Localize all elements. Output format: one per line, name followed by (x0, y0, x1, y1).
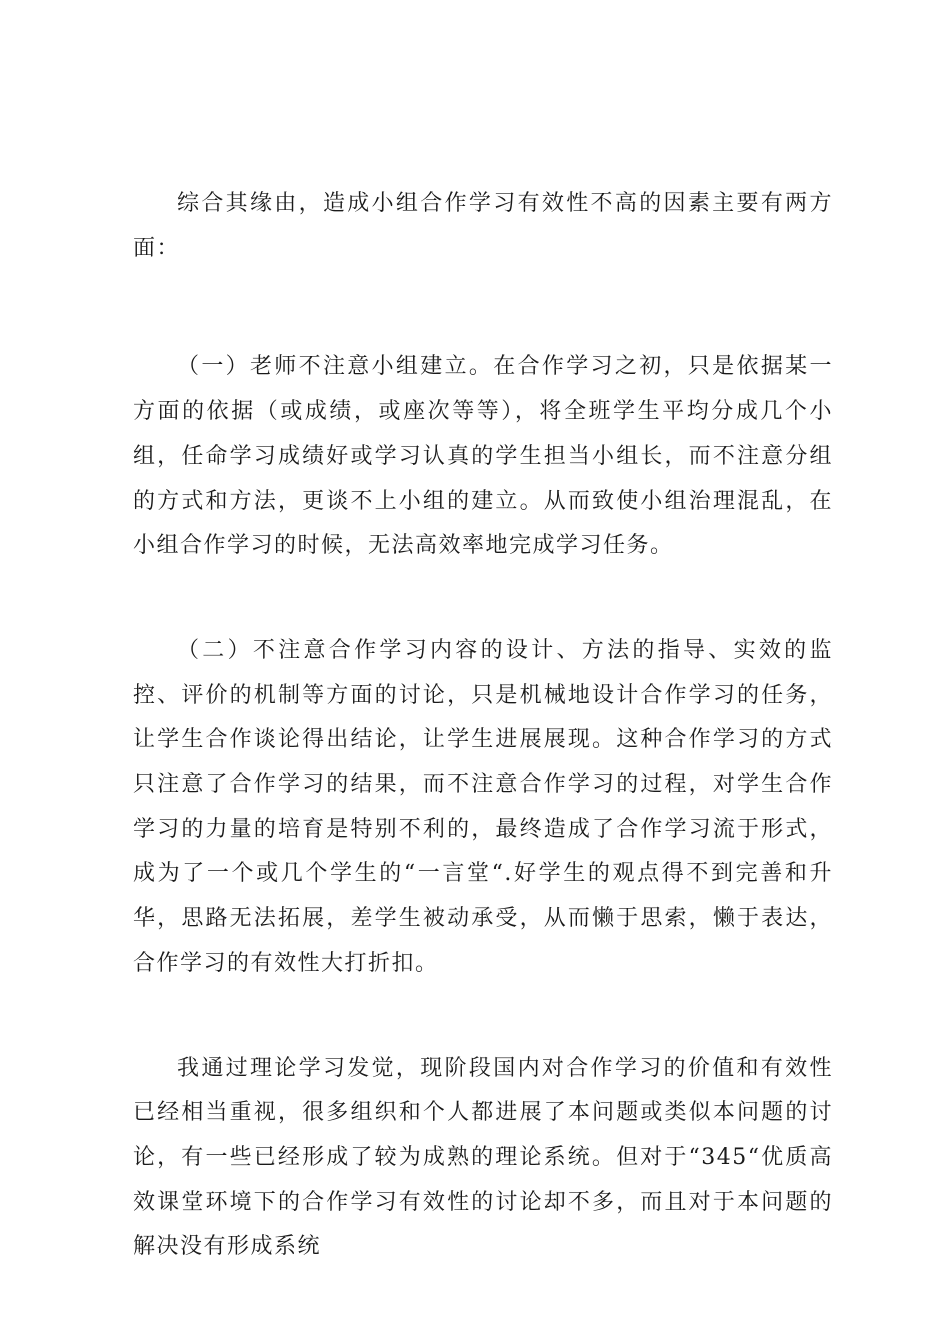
document-body (133, 182, 833, 1330)
paragraph-point-two: （二）不注意合作学习内容的设计、方法的指导、实效的监控、评价的机制等方面的讨论，只是机械地设计合作学习的任务，让学生合作谈论得出结论，让学生进展展现。这种合作学习的方式只注意了合作学习的结果，而不注意合作学习的过程，对学生合作学习的力量的培育是特别不利的，最终造成了合作学习流于形式，成为了一个或几个学生的“一言堂“.好学生的观点得不到完善和升华，思路无法拓展，差学生被动承受，从而懒于思索，懒于表达，合作学习的有效性大打折扣。 (133, 637, 833, 976)
paragraph-point-one: （一）老师不注意小组建立。在合作学习之初，只是依据某一方面的依据（或成绩，或座次等等），将全班学生平均分成几个小组，任命学习成绩好或学习认真的学生担当小组长，而不注意分组的方式和方法，更谈不上小组的建立。从而致使小组治理混乱，在小组合作学习的时候，无法高效率地完成学习任务。 (133, 354, 833, 559)
paragraph-research: 我通过理论学习发觉，现阶段国内对合作学习的价值和有效性已经相当重视，很多组织和个人都进展了本问题或类似本问题的讨论，有一些已经形成了较为成熟的理论系统。但对于“345“优质高效课堂环境下的合作学习有效性的讨论却不多，而且对于本问题的解决没有形成系统 (133, 1055, 833, 1260)
paragraph-intro: 综合其缘由，造成小组合作学习有效性不高的因素主要有两方面： (133, 191, 833, 261)
